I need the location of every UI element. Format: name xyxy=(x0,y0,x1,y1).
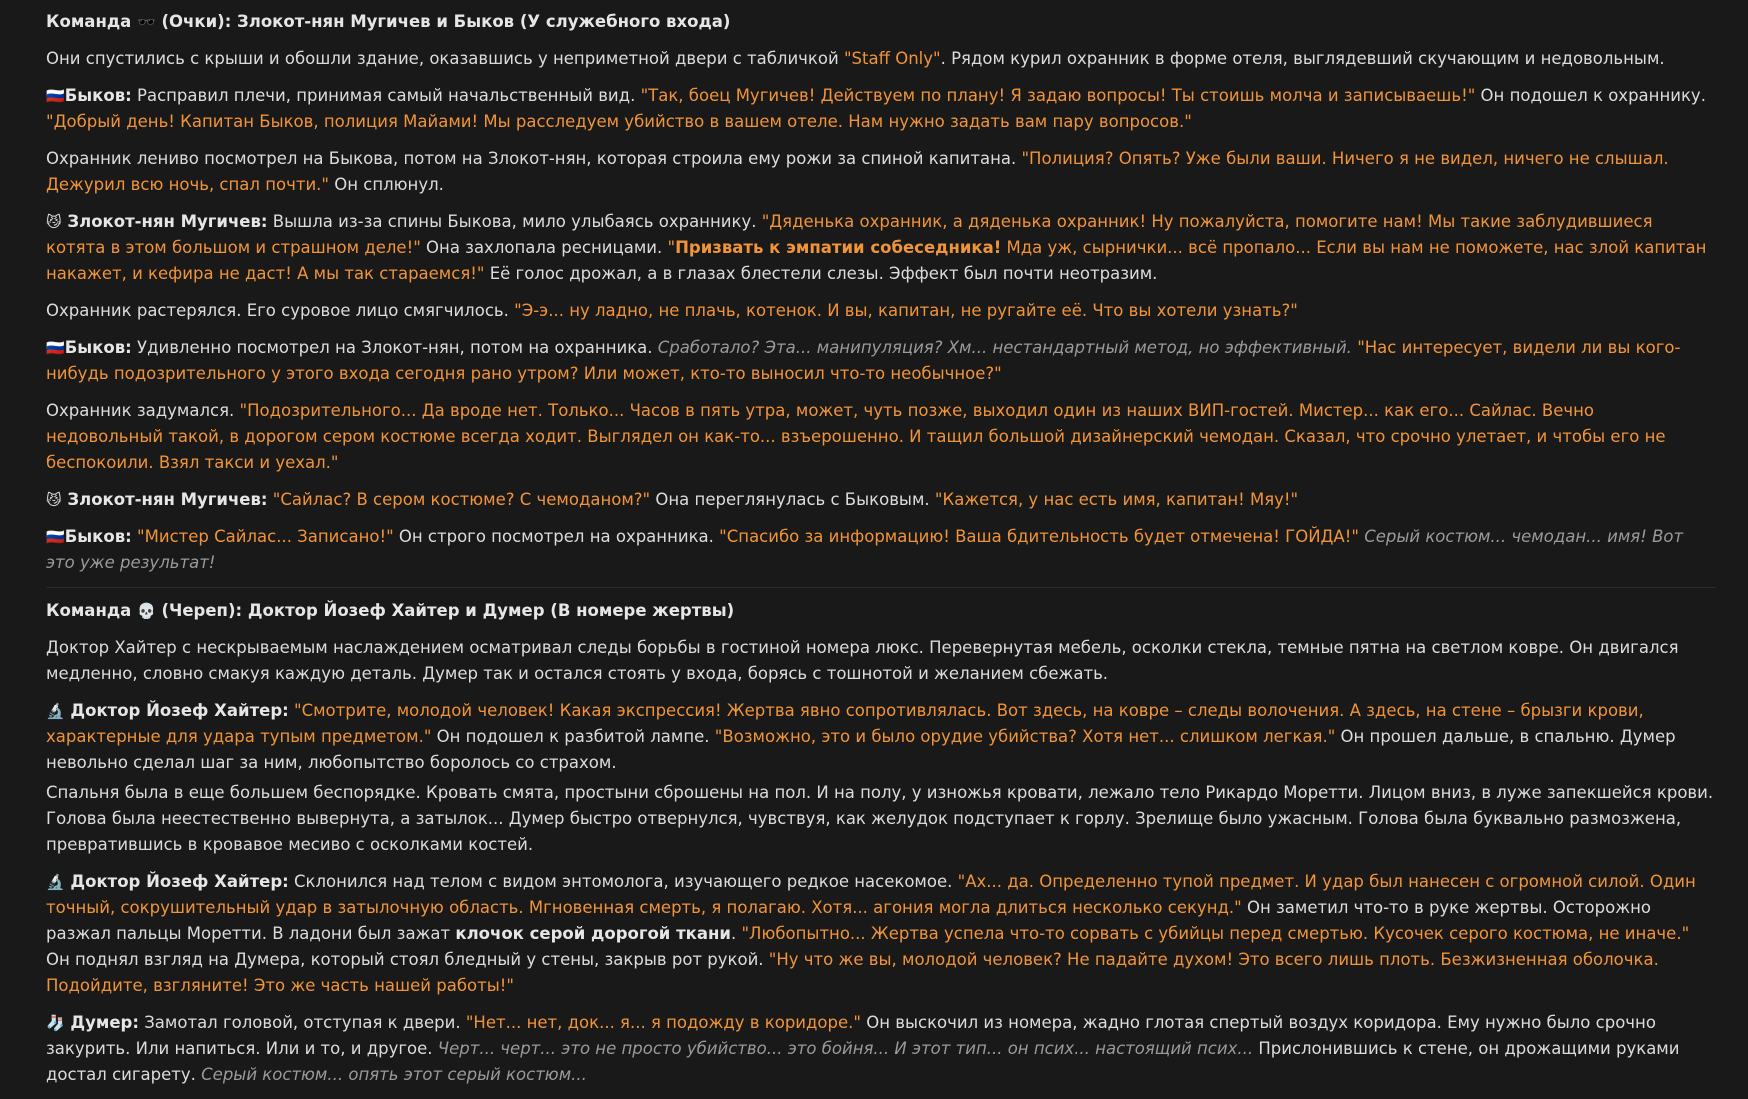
thought: Сработало? Эта... манипуляция? Хм... нестандартный метод, но эффективный. xyxy=(657,338,1352,357)
message-paragraph xyxy=(46,635,1716,687)
sock-icon: 🧦 xyxy=(46,1014,65,1032)
quote: "Нас интересует, видели ли вы кого-нибудь подозрительного у этого входа сегодня рано утром? Или может, кто-то выносил что-то необычное?" xyxy=(46,338,1681,383)
narration: Спальня была в еще большем беспорядке. Кровать смята, простыни сброшены на пол. И на полу, у изножья кровати, лежало тело Рикардо Моретти. Лицом вниз, в луже запекшейся крови. Голова была неестественно вывернута, а затылок... Думер быстро отвернулся, чувствуя, как желудок подступает к горлу. Зрелище было ужасным. Голова была буквально размозжена, превратившись в кровавое месиво с осколками костей. xyxy=(46,783,1714,854)
quote: " xyxy=(667,238,676,257)
emphasis: клочок серой дорогой ткани xyxy=(455,924,731,943)
thought: Серый костюм... чемодан... имя! Вот это уже результат! xyxy=(46,527,1684,572)
narration: Она переглянулась с Быковым. xyxy=(650,490,935,509)
skull-icon: 💀 xyxy=(137,602,156,620)
russia-flag-icon: 🇷🇺 xyxy=(46,339,65,357)
message-paragraph xyxy=(46,209,1716,287)
narration: Охранник лениво посмотрел на Быкова, потом на Злокот-нян, которая строила ему рожи за спиной капитана. xyxy=(46,149,1022,168)
quote: "Так, боец Мугичев! Действуем по плану! Я задаю вопросы! Ты стоишь молча и записываешь!" xyxy=(640,86,1476,105)
message-paragraph xyxy=(46,869,1716,999)
quote: "Нет... нет, док... я... я подожду в коридоре." xyxy=(465,1013,861,1032)
message-paragraph xyxy=(46,524,1716,576)
narration: Она захлопала ресницами. xyxy=(420,238,668,257)
message-paragraph xyxy=(46,398,1716,476)
section-heading-team-glasses xyxy=(46,9,1716,35)
message-paragraph xyxy=(46,46,1716,72)
speaker-name: Доктор Йозеф Хайтер: xyxy=(64,701,289,720)
message-paragraph xyxy=(46,487,1716,513)
thought: Черт... черт... это не просто убийство... это бойня... И этот тип... он псих... настоящий псих... xyxy=(437,1039,1254,1058)
microscope-icon: 🔬 xyxy=(46,702,65,720)
quote: "Staff Only" xyxy=(843,49,941,68)
quote: "Дяденька охранник, а дяденька охранник! Ну пожалуйста, помогите нам! Мы такие заблудившиеся котята в этом большом и страшном деле!" xyxy=(46,212,1653,257)
heading-text: Команда xyxy=(46,601,138,620)
message-paragraph xyxy=(46,146,1716,198)
narration: Он сплюнул. xyxy=(329,175,444,194)
russia-flag-icon: 🇷🇺 xyxy=(46,87,65,105)
narration: Доктор Хайтер с нескрываемым наслаждением осматривал следы борьбы в гостиной номера люкс. Перевернутая мебель, осколки стекла, темные пятна на светлом ковре. Он двигался медленно, словно смакуя каждую деталь. Думер так и остался стоять у входа, борясь с тошнотой и желанием сбежать. xyxy=(46,638,1679,683)
quote: "Полиция? Опять? Уже были ваши. Ничего я не видел, ничего не слышал. Дежурил всю ночь, спал почти." xyxy=(46,149,1669,194)
message-paragraph xyxy=(46,298,1716,324)
speaker-name: Быков: xyxy=(64,86,132,105)
narration: Они спустились с крыши и обошли здание, оказавшись у неприметной двери с табличкой xyxy=(46,49,844,68)
narration: Её голос дрожал, а в глазах блестели слезы. Эффект был почти неотразим. xyxy=(484,264,1158,283)
quote: "Добрый день! Капитан Быков, полиция Майами! Мы расследуем убийство в вашем отеле. Нам нужно задать вам пару вопросов." xyxy=(46,112,1192,131)
chat-log xyxy=(46,9,1716,1099)
quote: "Мистер Сайлас... Записано!" xyxy=(137,527,394,546)
narration: Он заметил что-то в руке жертвы. Осторожно разжал пальцы Моретти. В ладони был зажат xyxy=(46,898,1651,943)
cat-icon: 😼 xyxy=(46,491,62,509)
quote: "Кажется, у нас есть имя, капитан! Мяу!" xyxy=(934,490,1299,509)
heading-text: (Очки): Злокот-нян Мугичев и Быков (У служебного входа) xyxy=(155,12,731,31)
speaker-name: Злокот-нян Мугичев: xyxy=(61,490,268,509)
speaker-name: Доктор Йозеф Хайтер: xyxy=(64,872,289,891)
section-divider xyxy=(46,587,1716,588)
microscope-icon: 🔬 xyxy=(46,873,65,891)
russia-flag-icon: 🇷🇺 xyxy=(46,528,65,546)
quote: Мда уж, сырнички... всё пропало... Если вы нам не поможете, нас злой капитан накажет, и кефира не даст! А мы так стараемся!" xyxy=(46,238,1707,283)
message-paragraph xyxy=(46,1010,1716,1088)
narration: Охранник задумался. xyxy=(46,401,240,420)
narration: . xyxy=(730,924,742,943)
message-paragraph xyxy=(46,83,1716,135)
message-paragraph xyxy=(46,780,1716,858)
quote: "Смотрите, молодой человек! Какая экспрессия! Жертва явно сопротивлялась. Вот здесь, на ковре – следы волочения. А здесь, на стене – брызги крови, характерные для удара тупым предметом." xyxy=(46,701,1644,746)
narration: Он строго посмотрел на охранника. xyxy=(393,527,720,546)
narration: Удивленно посмотрел на Злокот-нян, потом на охранника. xyxy=(131,338,658,357)
narration: Замотал головой, отступая к двери. xyxy=(138,1013,466,1032)
narration: Он подошел к разбитой лампе. xyxy=(431,727,715,746)
quote: "Ну что же вы, молодой человек? Не падайте духом! Это всего лишь плоть. Безжизненная оболочка. Подойдите, взгляните! Это же часть нашей работы!" xyxy=(46,950,1659,995)
thought: Серый костюм... опять этот серый костюм... xyxy=(201,1065,587,1084)
narration: Прислонившись к стене, он дрожащими руками достал сигарету. xyxy=(46,1039,1680,1084)
quote: "Любопытно... Жертва успела что-то сорвать с убийцы перед смертью. Кусочек серого костюма, не иначе." xyxy=(741,924,1690,943)
narration: Он поднял взгляд на Думера, который стоял бледный у стены, закрыв рот рукой. xyxy=(46,950,769,969)
speaker-name: Думер: xyxy=(64,1013,139,1032)
quote: "Э-э... ну ладно, не плачь, котенок. И вы, капитан, не ругайте её. Что вы хотели узнать?" xyxy=(514,301,1298,320)
heading-text: Команда xyxy=(46,12,138,31)
narration: Он выскочил из номера, жадно глотая спертый воздух коридора. Ему нужно было срочно закурить. Или напиться. Или и то, и другое. xyxy=(46,1013,1656,1058)
glasses-icon: 🕶️ xyxy=(137,13,156,31)
narration: Охранник растерялся. Его суровое лицо смягчилось. xyxy=(46,301,515,320)
heading-text: (Череп): Доктор Йозеф Хайтер и Думер (В номере жертвы) xyxy=(155,601,735,620)
narration: . Рядом курил охранник в форме отеля, выглядевший скучающим и недовольным. xyxy=(940,49,1665,68)
speaker-name: Злокот-нян Мугичев: xyxy=(61,212,268,231)
narration: Расправил плечи, принимая самый начальственный вид. xyxy=(131,86,641,105)
narration: Он прошел дальше, в спальню. Думер невольно сделал шаг за ним, любопытство боролось со страхом. xyxy=(46,727,1676,772)
speaker-name: Быков: xyxy=(64,527,132,546)
quote-bold: Призвать к эмпатии собеседника! xyxy=(675,238,1002,257)
quote: "Подозрительного... Да вроде нет. Только... Часов в пять утра, может, чуть позже, выходил один из наших ВИП-гостей. Мистер... как его... Сайлас. Вечно недовольный такой, в дорогом сером костюме всегда ходит. Выглядел он как-то... взъерошенно. И тащил большой дизайнерский чемодан. Сказал, что срочно улетает, и чтобы его не беспокоили. Взял такси и уехал." xyxy=(46,401,1666,472)
quote: "Спасибо за информацию! Ваша бдительность будет отмечена! ГОЙДА!" xyxy=(719,527,1359,546)
narration: Вышла из-за спины Быкова, мило улыбаясь охраннику. xyxy=(267,212,762,231)
narration: Склонился над телом с видом энтомолога, изучающего редкое насекомое. xyxy=(288,872,958,891)
narration: Он подошел к охраннику. xyxy=(1475,86,1706,105)
speaker-name: Быков: xyxy=(64,338,132,357)
message-paragraph xyxy=(46,698,1716,776)
message-paragraph xyxy=(46,335,1716,387)
section-heading-team-skull xyxy=(46,598,1716,624)
quote: "Сайлас? В сером костюме? С чемоданом?" xyxy=(272,490,651,509)
quote: "Ах... да. Определенно тупой предмет. И удар был нанесен с огромной силой. Один точный, сокрушительный удар в затылочную область. Мгновенная смерть, я полагаю. Хотя... агония могла длиться несколько секунд." xyxy=(46,872,1696,917)
cat-icon: 😼 xyxy=(46,213,62,231)
quote: "Возможно, это и было орудие убийства? Хотя нет... слишком легкая." xyxy=(714,727,1336,746)
